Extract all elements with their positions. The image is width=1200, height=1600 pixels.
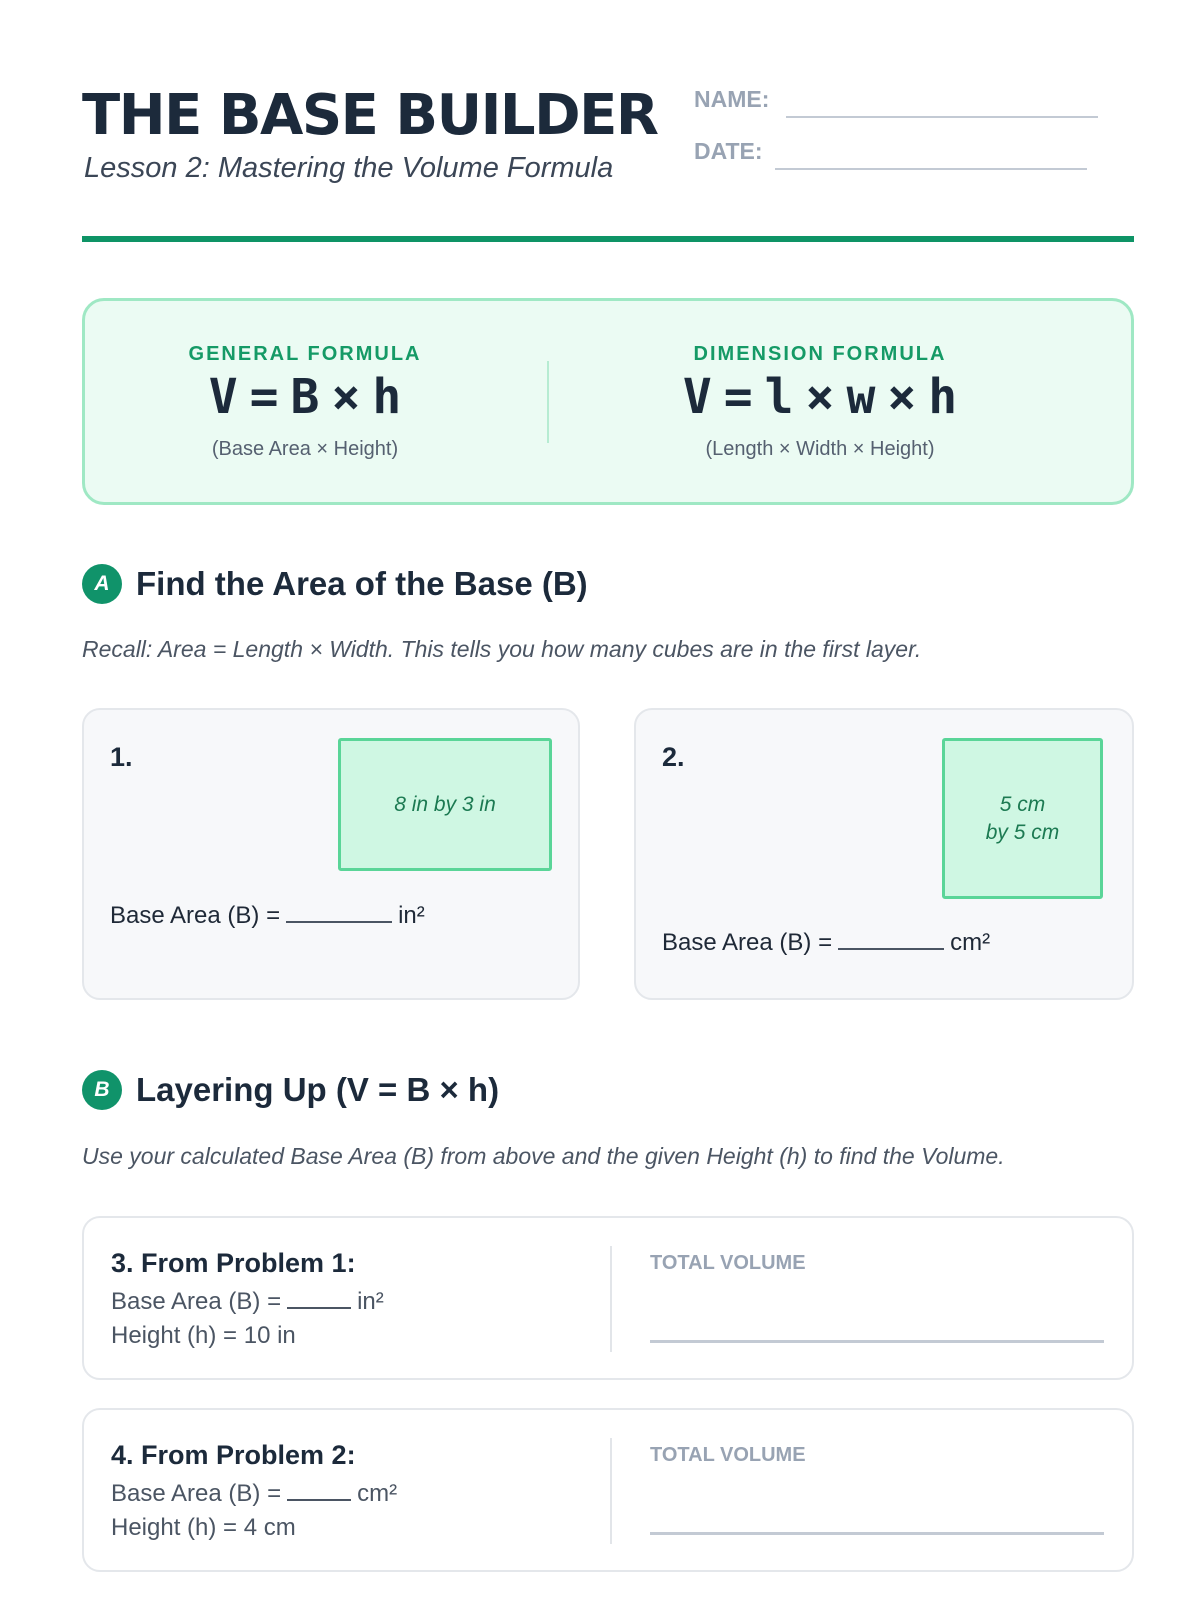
base-area-prompt: Base Area (B) = (662, 929, 833, 956)
total-volume-answer-line[interactable] (650, 1340, 1104, 1343)
section-a-note: Recall: Area = Length × Width. This tells you how many cubes are in the first layer. (82, 636, 922, 662)
formula-token: = (723, 369, 753, 425)
general-formula (85, 301, 525, 502)
section-a-badge: A (82, 564, 122, 604)
date-label: DATE: (694, 138, 763, 164)
formula-token: B (290, 369, 320, 425)
base-area-unit: cm² (357, 1480, 398, 1507)
date-field[interactable] (775, 168, 1087, 170)
shape-label-line1: 5 cm (999, 792, 1046, 816)
volume-card-divider (610, 1438, 612, 1544)
dimension-formula (565, 301, 1075, 502)
section-b-badge: B (82, 1070, 122, 1110)
dimension-formula-note: (Length × Width × Height) (705, 438, 935, 460)
base-area-answer-row (110, 902, 425, 930)
formula-token: h (928, 369, 958, 425)
problem-number: 2. (662, 742, 685, 772)
section-a-title: Find the Area of the Base (B) (136, 565, 588, 602)
formula-divider (547, 361, 549, 443)
base-area-unit: cm² (950, 929, 991, 956)
base-area-blank[interactable] (838, 946, 944, 950)
page-subtitle: Lesson 2: Mastering the Volume Formula (84, 152, 614, 184)
formula-token: = (249, 369, 279, 425)
base-area-blank[interactable] (286, 919, 392, 923)
base-area-unit: in² (398, 902, 425, 929)
problem-card-1 (82, 708, 580, 1000)
worksheet-header (82, 84, 1134, 244)
formula-token: × (331, 369, 361, 425)
shape-label-line1: 8 in by 3 in (394, 792, 496, 816)
base-area-row (111, 1480, 397, 1508)
formula-token: × (805, 369, 835, 425)
shape-label-line2: by 5 cm (985, 820, 1060, 844)
problem-card-2 (634, 708, 1134, 1000)
formula-token: × (887, 369, 917, 425)
name-field[interactable] (786, 116, 1098, 118)
base-square (942, 738, 1103, 899)
volume-problem-title: 4. From Problem 2: (111, 1440, 356, 1470)
section-b-title: Layering Up (V = B × h) (136, 1071, 500, 1108)
base-area-unit: in² (357, 1288, 384, 1315)
base-area-prompt: Base Area (B) = (110, 902, 281, 929)
base-area-prompt: Base Area (B) = (111, 1288, 282, 1315)
base-area-row (111, 1288, 384, 1316)
height-text: Height (h) = 10 in (111, 1322, 296, 1349)
volume-card-divider (610, 1246, 612, 1352)
base-area-blank[interactable] (287, 1305, 351, 1309)
dimension-formula-equation (565, 369, 1075, 425)
volume-problem-title: 3. From Problem 1: (111, 1248, 356, 1278)
section-b-heading (82, 1070, 782, 1110)
formula-token: w (846, 369, 876, 425)
name-label: NAME: (694, 86, 770, 112)
header-divider (82, 236, 1134, 242)
total-volume-label: TOTAL VOLUME (650, 1444, 806, 1466)
section-a-heading (82, 564, 782, 604)
page-title: THE BASE BUILDER (82, 83, 658, 148)
total-volume-label: TOTAL VOLUME (650, 1252, 806, 1274)
formula-token: l (764, 369, 794, 425)
base-area-blank[interactable] (287, 1497, 351, 1501)
general-formula-note: (Base Area × Height) (211, 438, 399, 460)
general-formula-equation (85, 369, 525, 425)
section-b-note: Use your calculated Base Area (B) from above and the given Height (h) to find the Volume. (82, 1143, 1005, 1169)
volume-card-3 (82, 1216, 1134, 1380)
formula-token: h (372, 369, 402, 425)
base-area-answer-row (662, 929, 990, 957)
base-rectangle (338, 738, 552, 871)
dimension-formula-label: DIMENSION FORMULA (693, 343, 947, 365)
total-volume-answer-line[interactable] (650, 1532, 1104, 1535)
formula-box (82, 298, 1134, 505)
volume-card-4 (82, 1408, 1134, 1572)
base-area-prompt: Base Area (B) = (111, 1480, 282, 1507)
height-text: Height (h) = 4 cm (111, 1514, 296, 1541)
general-formula-label: GENERAL FORMULA (188, 343, 422, 365)
formula-token: V (682, 369, 712, 425)
problem-number: 1. (110, 742, 133, 772)
formula-token: V (208, 369, 238, 425)
